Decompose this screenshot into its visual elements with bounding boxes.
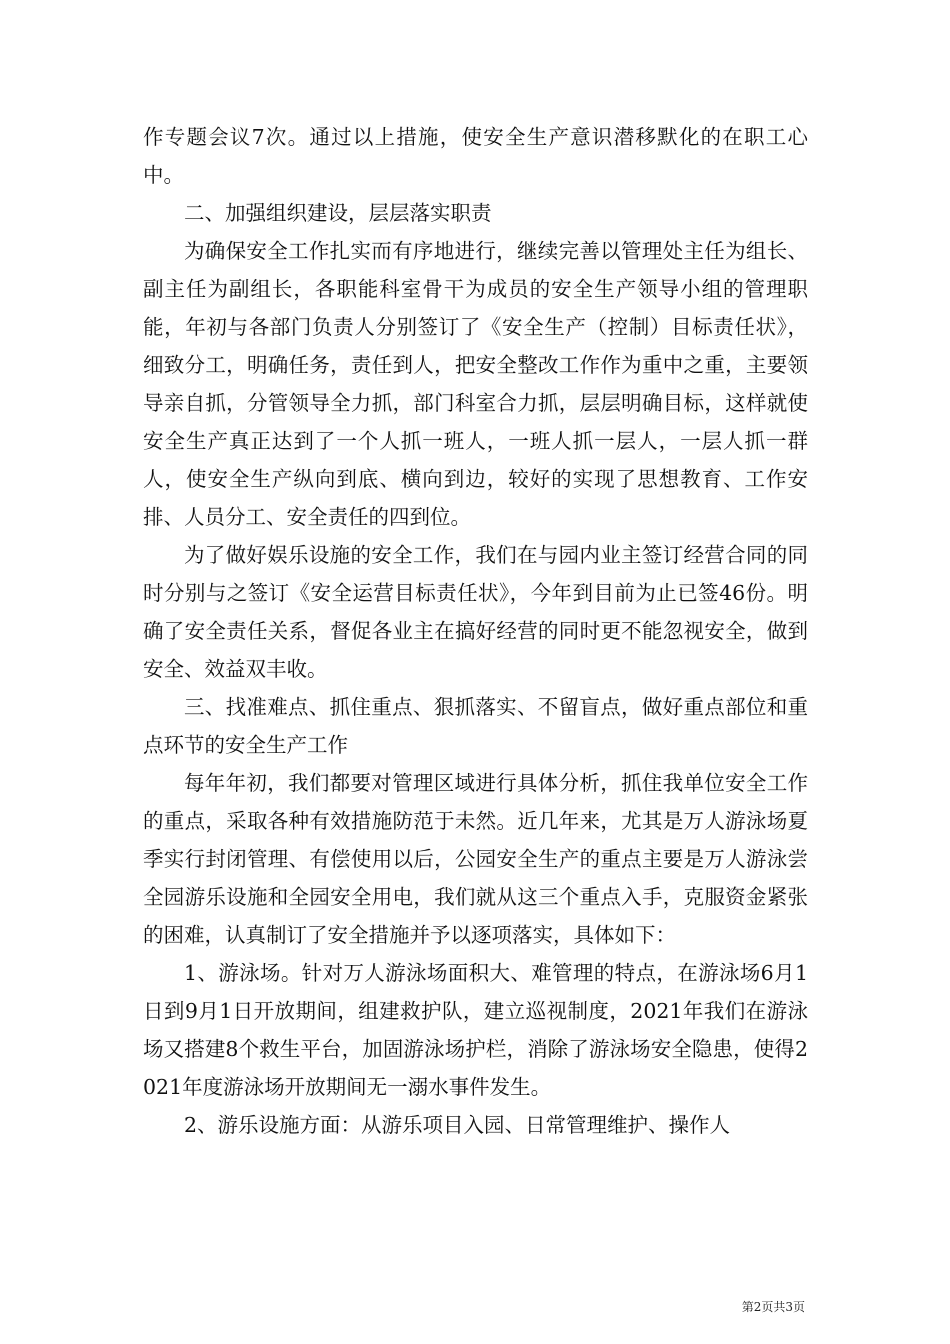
- paragraph-continuation: 作专题会议7次。通过以上措施，使安全生产意识潜移默化的在职工心中。: [143, 125, 808, 187]
- paragraph-contracts: 为了做好娱乐设施的安全工作，我们在与园内业主签订经营合同的同时分别与之签订《安全运营目标责任状》，今年到目前为止已签46份。明确了安全责任关系，督促各业主在搞好经营的同时更不能忽视安全，做到安全、效益双丰收。: [143, 543, 808, 681]
- paragraph-swimming-pool: 1、游泳场。针对万人游泳场面积大、难管理的特点，在游泳场6月1日到9月1日开放期间，组建救护队，建立巡视制度，2021年我们在游泳场又搭建8个救生平台，加固游泳场护栏，消除了游泳场安全隐患，使得2021年度游泳场开放期间无一溺水事件发生。: [143, 961, 808, 1099]
- page-number: 第2页共3页: [741, 1300, 805, 1314]
- paragraph-amusement-facilities: 2、游乐设施方面：从游乐项目入园、日常管理维护、操作人: [184, 1113, 731, 1137]
- section-heading-3: 三、找准难点、抓住重点、狠抓落实、不留盲点，做好重点部位和重点环节的安全生产工作: [143, 695, 808, 757]
- section-heading-2: 二、加强组织建设，层层落实职责: [184, 201, 492, 225]
- paragraph-organization: 为确保安全工作扎实而有序地进行，继续完善以管理处主任为组长、副主任为副组长，各职能科室骨干为成员的安全生产领导小组的管理职能，年初与各部门负责人分别签订了《安全生产（控制）目标责任状》，细致分工，明确任务，责任到人，把安全整改工作作为重中之重，主要领导亲自抓，分管领导全力抓，部门科室合力抓，层层明确目标，这样就使安全生产真正达到了一个人抓一班人，一班人抓一层人，一层人抓一群人，使安全生产纵向到底、横向到边，较好的实现了思想教育、工作安排、人员分工、安全责任的四到位。: [143, 239, 808, 529]
- paragraph-key-points: 每年年初，我们都要对管理区域进行具体分析，抓住我单位安全工作的重点，采取各种有效措施防范于未然。近几年来，尤其是万人游泳场夏季实行封闭管理、有偿使用以后，公园安全生产的重点主要是万人游泳尝全园游乐设施和全园安全用电，我们就从这三个重点入手，克服资金紧张的困难，认真制订了安全措施并予以逐项落实，具体如下：: [143, 771, 808, 947]
- body-text: [143, 118, 808, 1144]
